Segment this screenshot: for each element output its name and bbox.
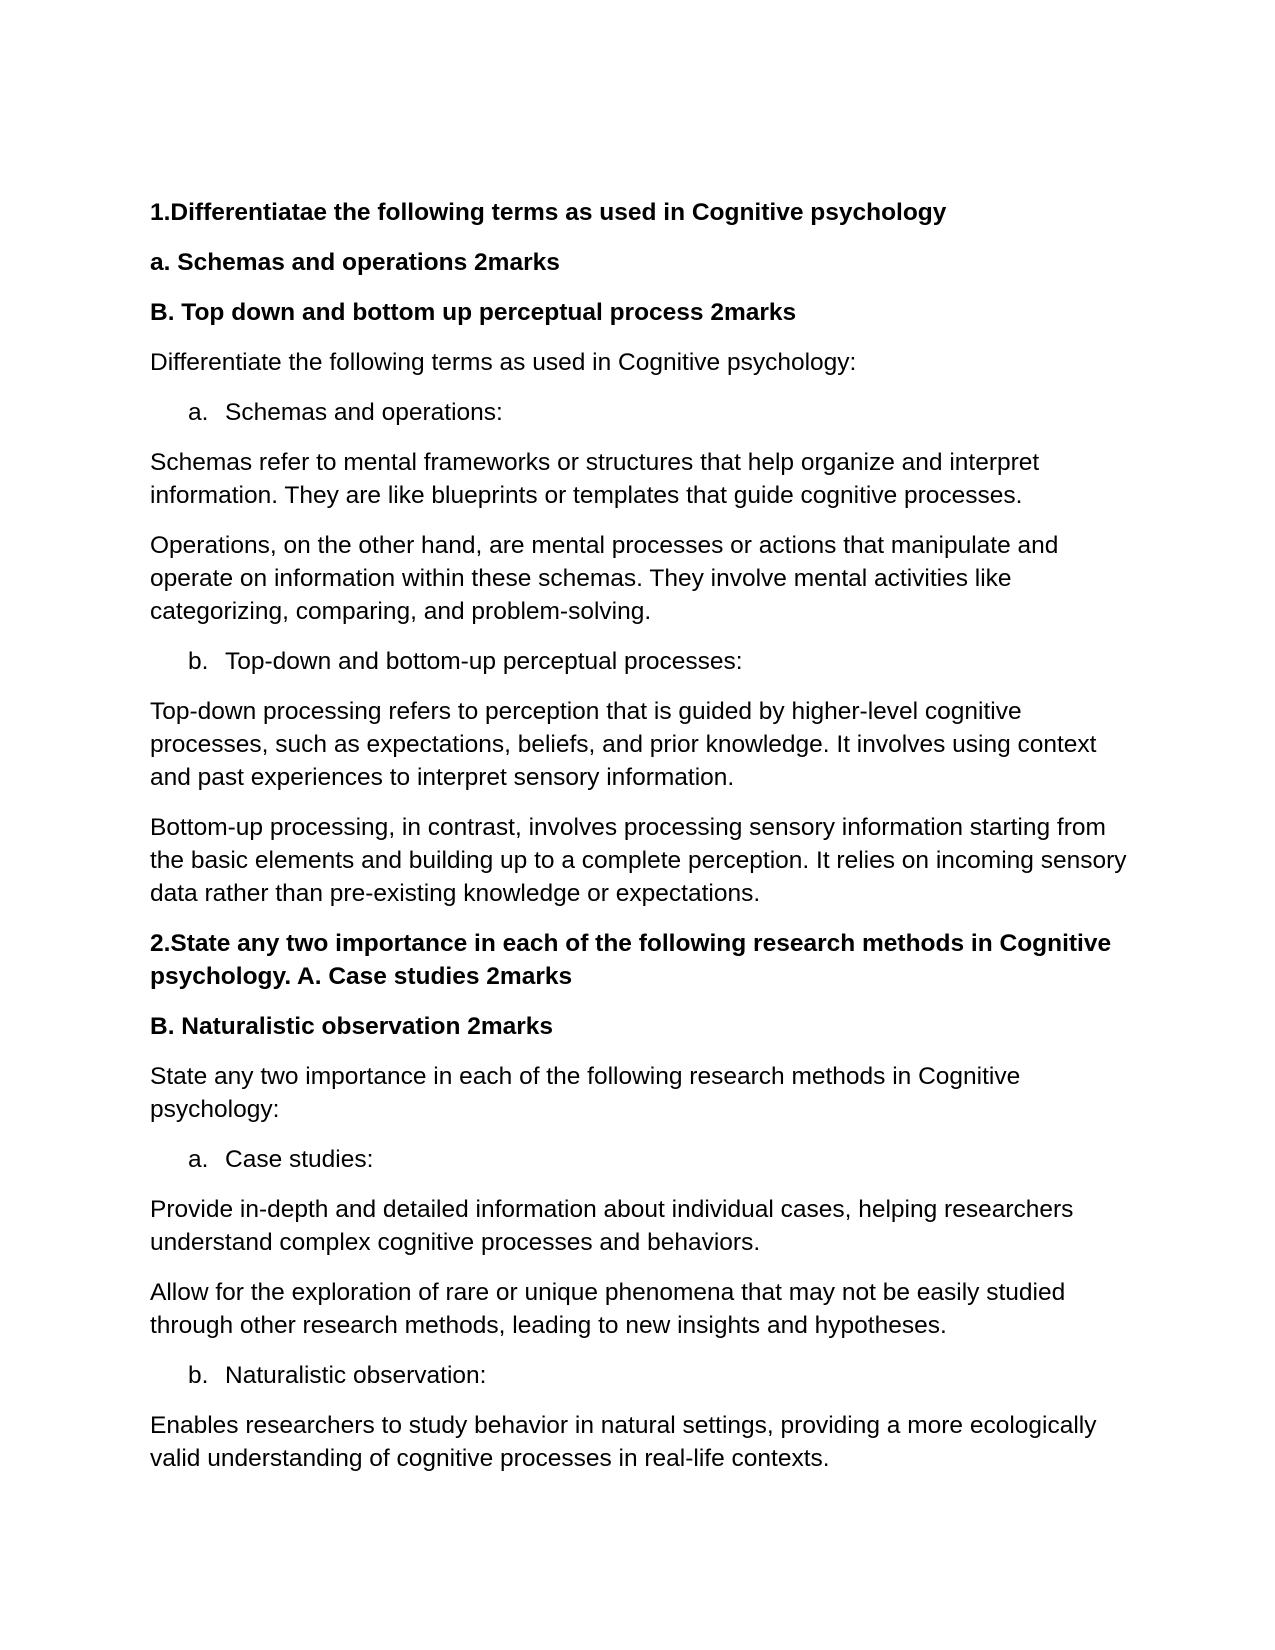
list-marker: a.	[188, 399, 209, 426]
list-item-naturalistic-observation	[188, 1359, 1130, 1392]
document-body	[150, 196, 1130, 1492]
list-item-text: Schemas and operations:	[225, 399, 503, 426]
list-marker: a.	[188, 1146, 209, 1173]
list-item-perceptual-processes	[188, 645, 1130, 678]
paragraph-case-studies-1: Provide in-depth and detailed information about individual cases, helping researchers understand complex cognitive processes and behaviors.	[150, 1196, 1074, 1256]
paragraph-schemas: Schemas refer to mental frameworks or structures that help organize and interpret information. They are like blueprints or templates that guide cognitive processes.	[150, 449, 1040, 509]
paragraph-naturalistic-observation: Enables researchers to study behavior in natural settings, providing a more ecologically valid understanding of cognitive processes in real-life contexts.	[150, 1412, 1097, 1472]
question-1-intro: Differentiate the following terms as used in Cognitive psychology:	[150, 349, 857, 376]
list-marker: b.	[188, 648, 209, 675]
list-item-case-studies	[188, 1143, 1130, 1176]
list-item-text: Naturalistic observation:	[225, 1362, 487, 1389]
paragraph-case-studies-2: Allow for the exploration of rare or unique phenomena that may not be easily studied through other research methods, leading to new insights and hypotheses.	[150, 1279, 1066, 1339]
list-item-text: Case studies:	[225, 1146, 374, 1173]
question-1-part-b: B. Top down and bottom up perceptual process 2marks	[150, 299, 797, 326]
list-marker: b.	[188, 1362, 209, 1389]
paragraph-top-down: Top-down processing refers to perception that is guided by higher-level cognitive processes, such as expectations, beliefs, and prior knowledge. It involves using context and past experiences to interpret sensory information.	[150, 698, 1097, 791]
list-item-schemas	[188, 396, 1130, 429]
question-2-heading: 2.State any two importance in each of the following research methods in Cognitive psychology. A. Case studies 2marks	[150, 930, 1112, 990]
question-2-intro: State any two importance in each of the following research methods in Cognitive psychology:	[150, 1063, 1021, 1123]
question-1-part-a: a. Schemas and operations 2marks	[150, 249, 560, 276]
paragraph-bottom-up: Bottom-up processing, in contrast, involves processing sensory information starting from the basic elements and building up to a complete perception. It relies on incoming sensory data rather than pre-existing knowledge or expectations.	[150, 814, 1127, 907]
paragraph-operations: Operations, on the other hand, are mental processes or actions that manipulate and operate on information within these schemas. They involve mental activities like categorizing, comparing, and problem-solving.	[150, 532, 1059, 625]
question-2-part-b: B. Naturalistic observation 2marks	[150, 1013, 554, 1040]
list-item-text: Top-down and bottom-up perceptual processes:	[225, 648, 743, 675]
question-1-heading: 1.Differentiatae the following terms as used in Cognitive psychology	[150, 199, 947, 226]
